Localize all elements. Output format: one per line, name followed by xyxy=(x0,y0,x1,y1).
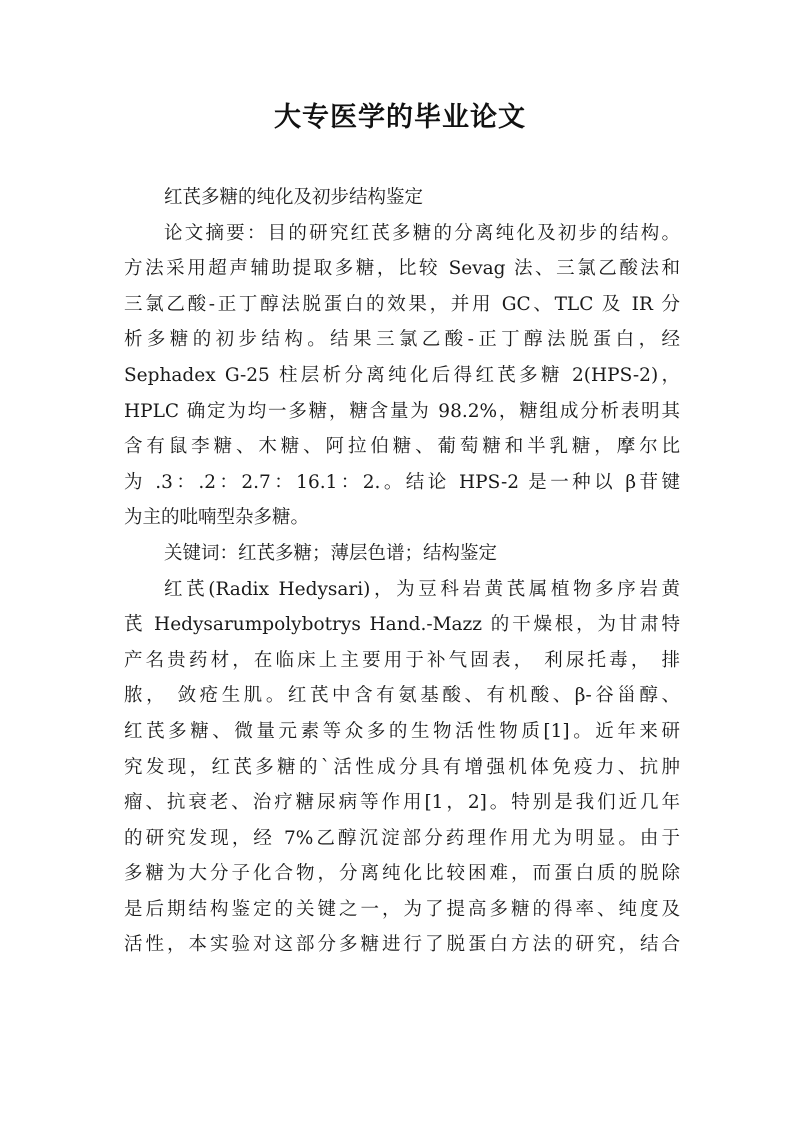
body-line: 活性，本实验对这部分多糖进行了脱蛋白方法的研究，结合 xyxy=(124,934,680,956)
abstract-line: 三氯乙酸-正丁醇法脱蛋白的效果，并用 GC、TLC 及 IR 分 xyxy=(124,293,680,315)
abstract-line: 为主的吡喃型杂多糖。 xyxy=(124,507,310,529)
section-heading: 红芪多糖的纯化及初步结构鉴定 xyxy=(164,187,424,208)
body-line: 是后期结构鉴定的关键之一，为了提高多糖的得率、纯度及 xyxy=(124,898,680,920)
abstract-line: 论文摘要：目的研究红芪多糖的分离纯化及初步的结构。 xyxy=(164,222,680,244)
body-line: 产名贵药材，在临床上主要用于补气固表， 利尿托毒， 排 xyxy=(124,649,680,671)
abstract-line: Sephadex G-25 柱层析分离纯化后得红芪多糖 2(HPS-2)， xyxy=(124,364,680,386)
body-line: 多糖为大分子化合物，分离纯化比较困难，而蛋白质的脱除 xyxy=(124,863,680,885)
body-line: 脓， 敛疮生肌。红芪中含有氨基酸、有机酸、β-谷甾醇、 xyxy=(124,685,680,707)
keywords-line: 关键词：红芪多糖；薄层色谱；结构鉴定 xyxy=(164,542,498,564)
body-line: 芪 Hedysarumpolybotrys Hand.-Mazz 的干燥根，为甘肃特 xyxy=(124,614,680,636)
body-line: 瘤、抗衰老、治疗糖尿病等作用[1，2]。特别是我们近几年 xyxy=(124,792,680,814)
document-title: 大专医学的毕业论文 xyxy=(274,102,526,133)
body-line: 的研究发现，经 7%乙醇沉淀部分药理作用尤为明显。由于 xyxy=(124,827,680,849)
body-line: 红芪多糖、微量元素等众多的生物活性物质[1]。近年来研 xyxy=(124,720,680,742)
abstract-line: 方法采用超声辅助提取多糖，比较 Sevag 法、三氯乙酸法和 xyxy=(124,258,680,280)
body-line: 红芪(Radix Hedysari)，为豆科岩黄芪属植物多序岩黄 xyxy=(164,578,680,600)
abstract-line: 析多糖的初步结构。结果三氯乙酸-正丁醇法脱蛋白，经 xyxy=(124,329,680,351)
abstract-line: HPLC 确定为均一多糖，糖含量为 98.2%，糖组成分析表明其 xyxy=(124,400,680,422)
abstract-line: 含有鼠李糖、木糖、阿拉伯糖、葡萄糖和半乳糖，摩尔比 xyxy=(124,436,680,458)
body-line: 究发现，红芪多糖的`活性成分具有增强机体免疫力、抗肿 xyxy=(124,756,680,778)
document-body xyxy=(124,180,680,963)
abstract-line: 为 .3：.2：2.7：16.1：2.。结论 HPS-2 是一种以 β苷键 xyxy=(124,471,680,493)
